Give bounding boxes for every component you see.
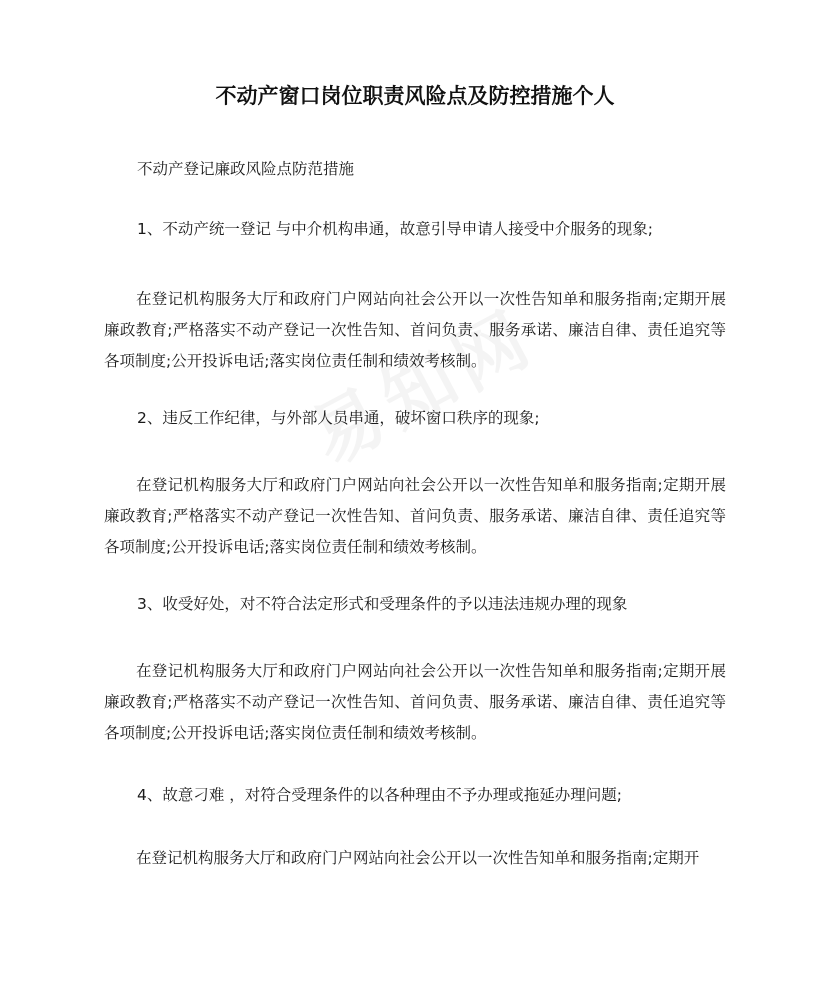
- page-title: 不动产窗口岗位职责风险点及防控措施个人: [215, 84, 615, 108]
- risk-heading-3: 3、收受好处，对不符合法定形式和受理条件的予以违法违规办理的现象: [137, 595, 628, 613]
- risk-heading-1: 1、不动产统一登记 与中介机构串通，故意引导申请人接受中介服务的现象;: [137, 220, 654, 238]
- measure-paragraph-4: 在登记机构服务大厅和政府门户网站向社会公开以一次性告知单和服务指南;定期开: [136, 849, 700, 867]
- measure-paragraph-2: 在登记机构服务大厅和政府门户网站向社会公开以一次性告知单和服务指南;定期开展廉政教育;严格落实不动产登记一次性告知、首问负责、服务承诺、廉洁自律、责任追究等各项制度;公开投诉电话;落实岗位责任制和绩效考核制。: [104, 476, 726, 556]
- risk-heading-4: 4、故意刁难 ，对符合受理条件的以各种理由不予办理或拖延办理问题;: [137, 786, 623, 804]
- section-subtitle: 不动产登记廉政风险点防范措施: [137, 160, 355, 178]
- risk-heading-2: 2、违反工作纪律，与外部人员串通，破坏窗口秩序的现象;: [137, 409, 540, 427]
- measure-paragraph-1: 在登记机构服务大厅和政府门户网站向社会公开以一次性告知单和服务指南;定期开展廉政教育;严格落实不动产登记一次性告知、首问负责、服务承诺、廉洁自律、责任追究等各项制度;公开投诉电话;落实岗位责任制和绩效考核制。: [104, 290, 726, 370]
- measure-paragraph-3: 在登记机构服务大厅和政府门户网站向社会公开以一次性告知单和服务指南;定期开展廉政教育;严格落实不动产登记一次性告知、首问负责、服务承诺、廉洁自律、责任追究等各项制度;公开投诉电话;落实岗位责任制和绩效考核制。: [104, 662, 726, 742]
